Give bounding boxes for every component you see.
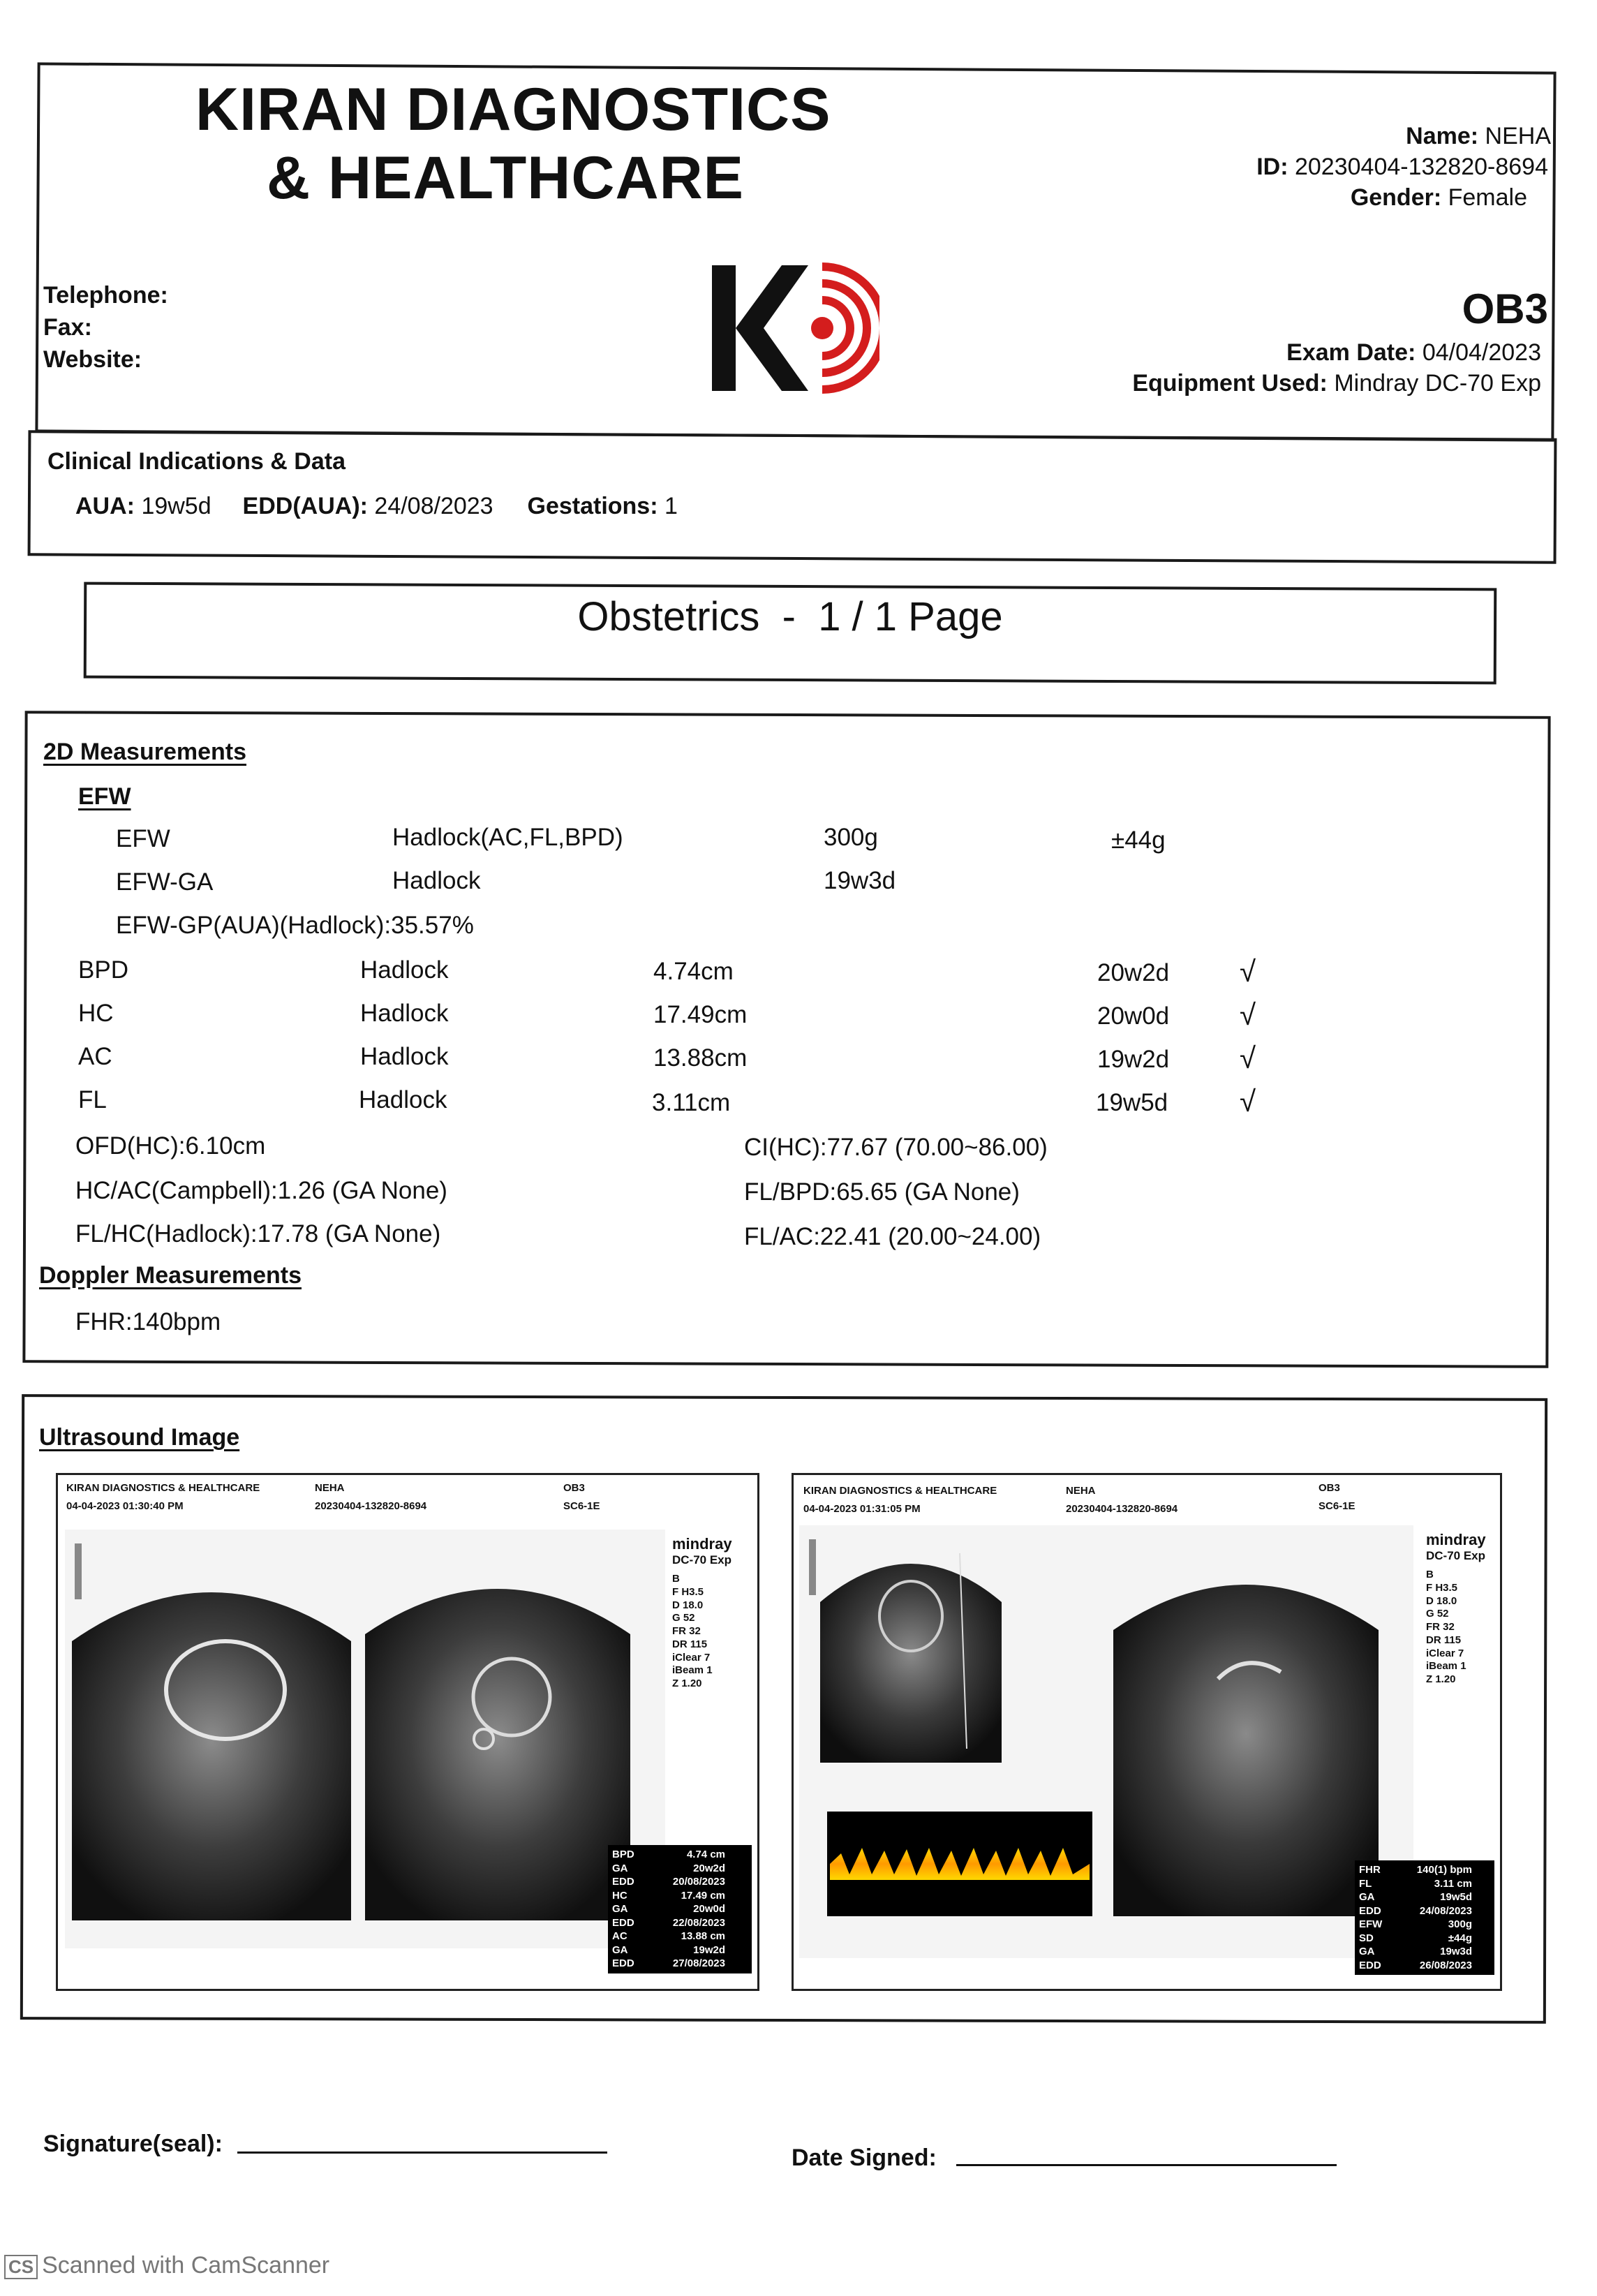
- gestations-label: Gestations:: [527, 493, 658, 519]
- us-meas-value: ±44g: [1448, 1932, 1472, 1944]
- hc-method: Hadlock: [360, 1000, 449, 1027]
- us-right-param: Z 1.20: [1426, 1673, 1456, 1685]
- efw-extra: ±44g: [1111, 827, 1166, 854]
- clinical-values: [75, 493, 678, 520]
- ac-ga: 19w2d: [1097, 1046, 1170, 1073]
- efw-name: EFW: [116, 825, 170, 852]
- us-left-param: G 52: [672, 1612, 695, 1624]
- ratio-left-3: FL/HC(Hadlock):17.78 (GA None): [75, 1220, 441, 1247]
- us-left-param: DR 115: [672, 1638, 708, 1650]
- bpd-method: Hadlock: [360, 956, 449, 984]
- gestations-value: 1: [664, 493, 678, 519]
- camscanner-text: Scanned with CamScanner: [42, 2252, 330, 2279]
- us-meas-key: SD: [1359, 1932, 1374, 1944]
- hc-value: 17.49cm: [653, 1001, 748, 1028]
- gender-label: Gender:: [1350, 184, 1442, 211]
- us-meas-value: 22/08/2023: [672, 1916, 725, 1929]
- us-right-param: B: [1426, 1569, 1434, 1580]
- us-meas-value: 19w5d: [1440, 1891, 1472, 1903]
- hc-ga: 20w0d: [1097, 1002, 1170, 1030]
- us-meas-key: GA: [1359, 1891, 1375, 1903]
- fl-method: Hadlock: [359, 1086, 447, 1113]
- efw-row: [116, 825, 170, 853]
- ratio-left-2: HC/AC(Campbell):1.26 (GA None): [75, 1177, 447, 1204]
- us-right-param: F H3.5: [1426, 1581, 1458, 1594]
- fax-label: Fax:: [43, 314, 92, 341]
- camscanner-footer: [4, 2252, 329, 2279]
- us-meas-key: GA: [612, 1943, 628, 1956]
- measurements-title: 2D Measurements: [43, 739, 247, 765]
- fl-check: √: [1240, 1085, 1256, 1118]
- efw-gp: EFW-GP(AUA)(Hadlock):35.57%: [116, 912, 474, 939]
- fl-name: FL: [78, 1086, 107, 1113]
- us-meas-key: EDD: [612, 1876, 634, 1888]
- edd-value: 24/08/2023: [374, 493, 493, 519]
- us-right-param: FR 32: [1426, 1621, 1455, 1633]
- clinic-logo: [705, 258, 879, 398]
- us-right-measurements: [1355, 1860, 1494, 1975]
- equipment: [913, 370, 1541, 397]
- ac-method: Hadlock: [360, 1043, 449, 1070]
- us-left-pid: 20230404-132820-8694: [315, 1500, 427, 1512]
- us-meas-value: 140(1) bpm: [1416, 1864, 1472, 1876]
- us-left-clinic: KIRAN DIAGNOSTICS & HEALTHCARE: [66, 1482, 260, 1494]
- ultrasound-panel-right: [792, 1473, 1502, 1991]
- us-meas-value: 19w3d: [1440, 1946, 1472, 1957]
- exam-date: [983, 339, 1541, 366]
- us-right-param: iBeam 1: [1426, 1660, 1466, 1673]
- us-left-param: B: [672, 1573, 680, 1585]
- id-value: 20230404-132820-8694: [1294, 154, 1548, 180]
- us-meas-key: GA: [612, 1903, 628, 1915]
- us-meas-value: 24/08/2023: [1419, 1904, 1472, 1917]
- us-meas-key: AC: [612, 1930, 627, 1942]
- us-left-param: Z 1.20: [672, 1677, 702, 1689]
- exam-date-value: 04/04/2023: [1422, 339, 1541, 366]
- us-meas-value: 26/08/2023: [1419, 1959, 1472, 1971]
- us-meas-value: 19w2d: [693, 1943, 725, 1956]
- exam-date-label: Exam Date:: [1286, 339, 1416, 366]
- us-left-param: iBeam 1: [672, 1664, 713, 1677]
- hc-name: HC: [78, 1000, 114, 1027]
- fl-ga: 19w5d: [1096, 1089, 1168, 1116]
- aua-value: 19w5d: [141, 493, 211, 519]
- id-label: ID:: [1256, 154, 1288, 180]
- us-left-datetime: 04-04-2023 01:30:40 PM: [66, 1500, 184, 1512]
- us-meas-key: EDD: [1359, 1904, 1381, 1917]
- brand-line-2: & HEALTHCARE: [267, 145, 745, 212]
- ratio-right-3: FL/AC:22.41 (20.00~24.00): [744, 1223, 1041, 1250]
- us-meas-key: EFW: [1359, 1918, 1383, 1930]
- efw-title: EFW: [78, 783, 131, 810]
- us-right-clinic: KIRAN DIAGNOSTICS & HEALTHCARE: [803, 1485, 997, 1497]
- date-signed-line[interactable]: [956, 2164, 1337, 2166]
- patient-id: [990, 154, 1548, 181]
- us-meas-value: 27/08/2023: [672, 1957, 725, 1969]
- brand-line-1: KIRAN DIAGNOSTICS: [195, 76, 831, 143]
- us-right-param: D 18.0: [1426, 1594, 1457, 1607]
- patient-gender: [1039, 184, 1527, 212]
- us-meas-key: FL: [1359, 1877, 1372, 1890]
- us-meas-value: 20/08/2023: [672, 1876, 725, 1888]
- name-value: NEHA: [1485, 123, 1551, 149]
- fl-value: 3.11cm: [652, 1089, 731, 1116]
- us-right-param: DR 115: [1426, 1634, 1462, 1646]
- date-signed-label: Date Signed:: [792, 2145, 937, 2171]
- page-title: Obstetrics - 1 / 1 Page: [577, 594, 1003, 639]
- us-left-param: F H3.5: [672, 1585, 704, 1598]
- bpd-value: 4.74cm: [653, 958, 734, 985]
- fhr-value: FHR:140bpm: [75, 1308, 221, 1335]
- patient-name: [1062, 123, 1551, 150]
- us-right-brand: mindray: [1426, 1531, 1486, 1548]
- us-left-param: D 18.0: [672, 1599, 704, 1611]
- ratio-right-1: CI(HC):77.67 (70.00~86.00): [744, 1134, 1048, 1161]
- logo-k-icon: [705, 258, 879, 398]
- us-meas-value: 3.11 cm: [1434, 1877, 1472, 1890]
- us-right-pid: 20230404-132820-8694: [1066, 1503, 1178, 1515]
- us-right-scan-image: [799, 1525, 1413, 1958]
- us-meas-value: 17.49 cm: [681, 1889, 725, 1902]
- efw-ga-name: EFW-GA: [116, 868, 214, 896]
- us-right-params: [1426, 1569, 1466, 1687]
- ac-check: √: [1240, 1042, 1256, 1074]
- website-label: Website:: [43, 346, 142, 373]
- us-left-param: iClear 7: [672, 1651, 711, 1664]
- ultrasound-title: Ultrasound Image: [39, 1424, 240, 1451]
- us-meas-key: GA: [1359, 1946, 1375, 1957]
- us-left-param: FR 32: [672, 1625, 701, 1637]
- us-left-measurements: [608, 1845, 752, 1973]
- hc-check: √: [1240, 998, 1256, 1031]
- signature-label: Signature(seal):: [43, 2131, 223, 2157]
- gender-value: Female: [1448, 184, 1527, 211]
- us-meas-key: EDD: [612, 1916, 634, 1929]
- us-meas-value: 300g: [1448, 1918, 1472, 1930]
- us-meas-key: FHR: [1359, 1864, 1381, 1876]
- us-right-datetime: 04-04-2023 01:31:05 PM: [803, 1503, 921, 1515]
- bpd-check: √: [1240, 955, 1256, 988]
- ac-value: 13.88cm: [653, 1044, 748, 1072]
- ratio-right-2: FL/BPD:65.65 (GA None): [744, 1178, 1020, 1206]
- us-meas-key: GA: [612, 1862, 628, 1874]
- signature-line[interactable]: [237, 2151, 607, 2154]
- us-left-patient: NEHA: [315, 1482, 345, 1494]
- us-left-brand: mindray: [672, 1535, 732, 1553]
- ratio-left-1: OFD(HC):6.10cm: [75, 1132, 266, 1160]
- us-right-param: G 52: [1426, 1608, 1449, 1620]
- us-meas-value: 13.88 cm: [681, 1930, 725, 1942]
- clinical-title: Clinical Indications & Data: [47, 448, 346, 475]
- us-left-scan-image: [65, 1530, 665, 1948]
- us-meas-key: HC: [612, 1889, 627, 1902]
- exam-code: OB3: [1462, 286, 1548, 332]
- ultrasound-panel-left: [56, 1473, 759, 1991]
- us-right-patient: NEHA: [1066, 1485, 1096, 1497]
- efw-value: 300g: [824, 824, 878, 851]
- aua-label: AUA:: [75, 493, 135, 519]
- name-label: Name:: [1406, 123, 1479, 149]
- us-left-params: [672, 1573, 713, 1691]
- equipment-value: Mindray DC-70 Exp: [1334, 370, 1541, 397]
- us-meas-value: 4.74 cm: [686, 1849, 725, 1860]
- bpd-name: BPD: [78, 956, 128, 984]
- efw-ga-value: 19w3d: [824, 867, 896, 894]
- us-right-probe: SC6-1E: [1319, 1500, 1355, 1512]
- us-left-exam: OB3: [563, 1482, 585, 1494]
- telephone-label: Telephone:: [43, 282, 168, 309]
- us-right-exam: OB3: [1319, 1482, 1340, 1494]
- us-meas-key: EDD: [1359, 1959, 1381, 1971]
- doppler-title: Doppler Measurements: [39, 1262, 302, 1289]
- us-meas-key: BPD: [612, 1849, 634, 1860]
- efw-method: Hadlock(AC,FL,BPD): [392, 824, 623, 851]
- us-right-model: DC-70 Exp: [1426, 1549, 1486, 1562]
- us-meas-value: 20w0d: [693, 1903, 725, 1915]
- equipment-label: Equipment Used:: [1132, 370, 1328, 397]
- us-meas-value: 20w2d: [693, 1862, 725, 1874]
- edd-label: EDD(AUA):: [242, 493, 368, 519]
- ac-name: AC: [78, 1043, 112, 1070]
- camscanner-icon: CS: [4, 2255, 38, 2279]
- us-left-probe: SC6-1E: [563, 1500, 600, 1512]
- us-meas-key: EDD: [612, 1957, 634, 1969]
- efw-ga-method: Hadlock: [392, 867, 481, 894]
- us-right-param: iClear 7: [1426, 1647, 1464, 1659]
- bpd-ga: 20w2d: [1097, 959, 1170, 986]
- us-left-model: DC-70 Exp: [672, 1553, 732, 1567]
